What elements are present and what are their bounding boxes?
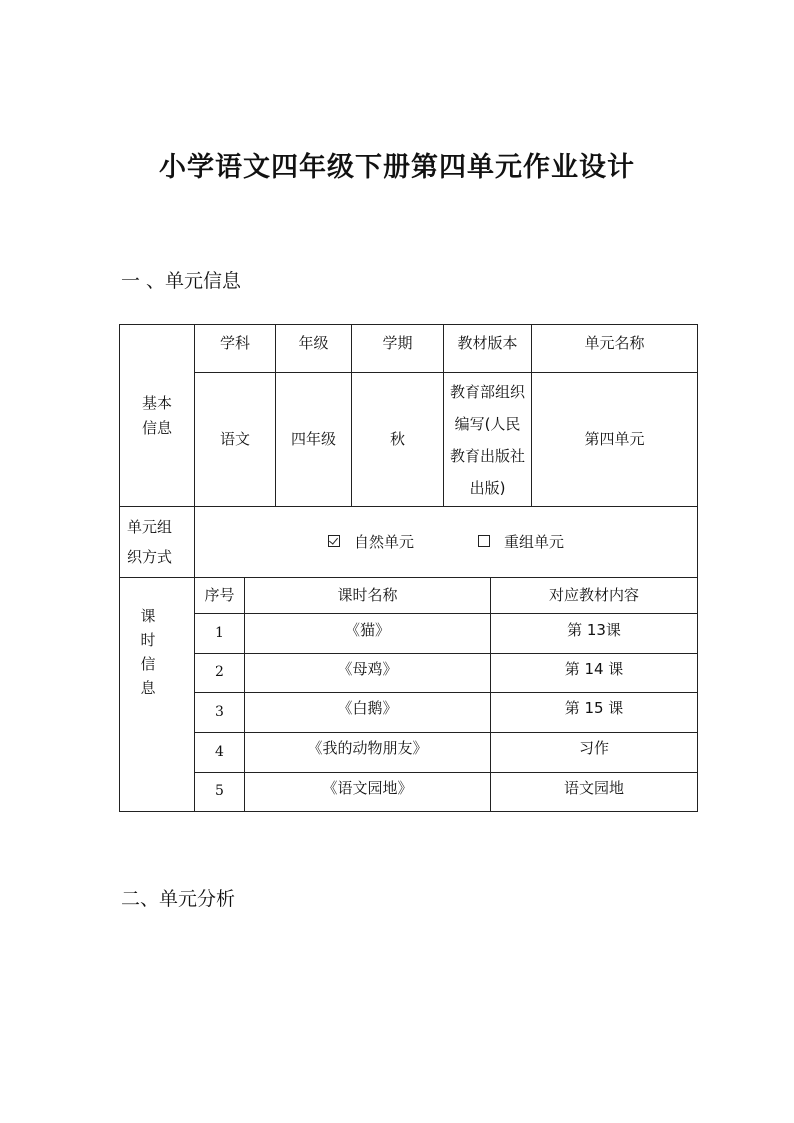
value-subject: 语文 [219,430,250,449]
option-regrouped-unit[interactable] [478,530,564,555]
option-natural-unit[interactable] [328,530,414,555]
lesson-header-content: 对应教材内容 [548,586,639,605]
value-textbook-version-text: 教育部组织编写(人民教育出版社出版) [449,382,525,497]
lesson-name: 《母鸡》 [337,660,398,679]
lesson-number: 3 [215,703,224,720]
header-subject: 学科 [219,334,250,352]
org-mode-label [120,507,194,577]
section-heading-unit-analysis: 二、单元分析 [121,888,236,910]
table-line [119,811,698,812]
lesson-number: 4 [215,743,224,760]
checkbox-checked-icon[interactable] [328,535,340,547]
unit-info-table [119,324,698,812]
lesson-name: 《语文园地》 [322,778,413,797]
lesson-number: 5 [215,783,224,800]
lesson-header-name: 课时名称 [337,586,398,605]
checkbox-empty-icon[interactable] [478,535,490,547]
org-mode-options [195,507,697,577]
basic-info-label [120,325,194,506]
header-semester: 学期 [382,334,413,352]
lesson-content: 语文园地 [563,778,624,797]
lesson-name: 《我的动物朋友》 [307,739,428,758]
lesson-content: 第 15 课 [564,699,624,718]
lesson-info-label-text: 课时信息 [140,607,156,697]
lesson-name: 《白鹅》 [337,699,398,718]
lesson-number: 2 [215,664,224,681]
lesson-header-number: 序号 [204,586,235,605]
value-grade: 四年级 [290,430,336,449]
lesson-content: 第 13课 [567,620,621,639]
lesson-info-label [120,578,194,811]
lesson-number: 1 [215,624,224,641]
basic-info-label-text: 基本信息 [142,393,173,437]
option-natural-unit-label: 自然单元 [353,532,414,551]
value-unit-name: 第四单元 [584,430,645,449]
value-semester: 秋 [389,430,405,449]
document-title: 小学语文四年级下册第四单元作业设计 [159,152,635,183]
lesson-name: 《猫》 [344,620,390,639]
lesson-content: 第 14 课 [564,660,624,679]
option-regrouped-unit-label: 重组单元 [504,532,565,551]
header-grade: 年级 [298,334,329,352]
value-textbook-version [444,373,531,506]
table-line [697,324,698,812]
header-textbook-version: 教材版本 [457,334,518,352]
org-mode-label-text: 单元组织方式 [127,518,173,566]
section-heading-unit-info: 一 、单元信息 [121,270,242,292]
lesson-content: 习作 [578,739,609,758]
header-unit-name: 单元名称 [584,334,645,352]
